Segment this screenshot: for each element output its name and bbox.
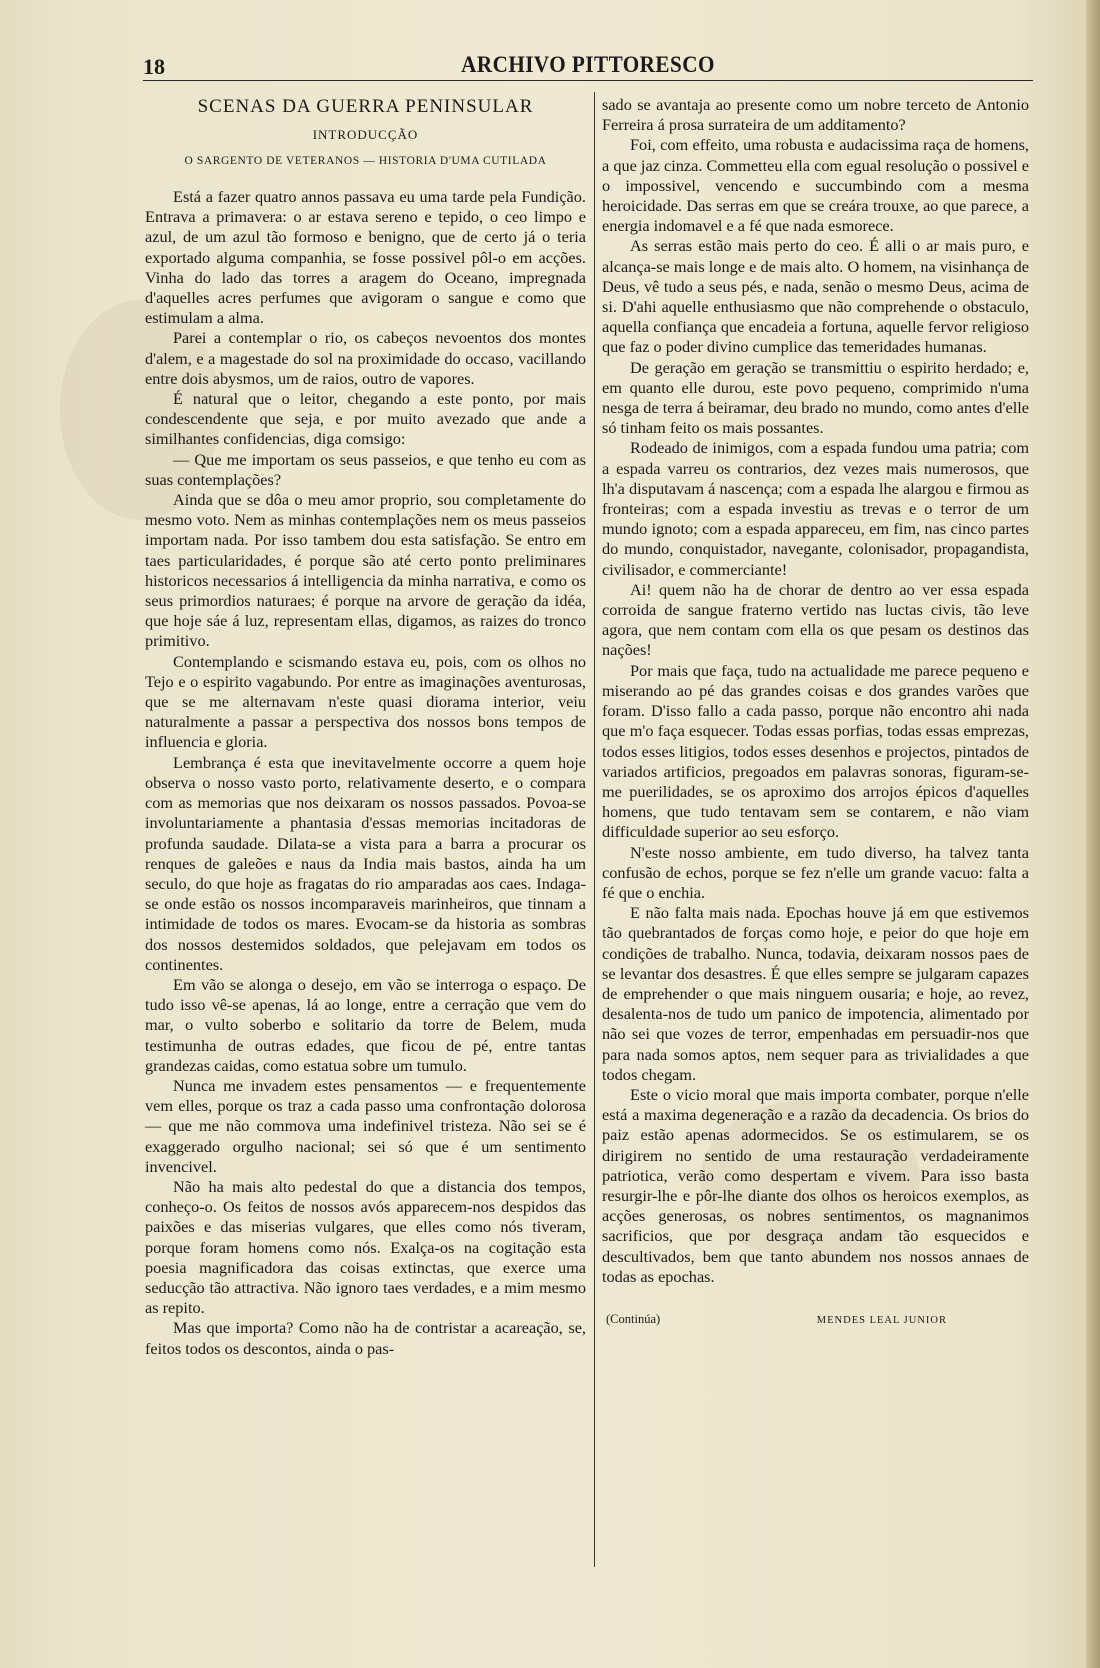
paragraph: As serras estão mais perto do ceo. É alli o ar mais puro, e alcança-se mais longe e de mais alto. O homem, na visinhança de Deus, vê tudo a seus pés, e nada, senão o mesmo Deus, acima de si. D'ahi aquelle enthusiasmo que não comprehende o obstaculo, aquella confiança que encadeia a fortuna, aquelle fervor religioso que faz o poder divino cumplice das temeridades humanas. — [602, 236, 1029, 357]
paragraph: Em vão se alonga o desejo, em vão se interroga o espaço. De tudo isso vê-se apenas, lá ao longe, entre a cerração que vem do mar, o vulto soberbo e solitario da torre de Belem, muda testimunha de outras edades, que ficou de pé, entre tantas grandezas caidas, como estatua sobre um tumulo. — [145, 974, 586, 1075]
paragraph: N'este nosso ambiente, em tudo diverso, ha talvez tanta confusão de echos, porque se fez n'elle um grande vacuo: falta a fé que o enchia. — [602, 842, 1029, 902]
page-binding-edge — [1086, 0, 1100, 1668]
page-number: 18 — [143, 54, 165, 79]
paragraph: Ai! quem não ha de chorar de dentro ao ver essa espada corroida de sangue fraterno vertido nas luctas civis, tão leve agora, que nem contam com ella os que pesam os destinos das nações! — [602, 579, 1029, 660]
running-title: ARCHIVO PITTORESCO — [461, 52, 715, 77]
right-column — [602, 95, 1029, 1331]
paragraph: Contemplando e scismando estava eu, pois, com os olhos no Tejo e o espirito vagabundo. Por entre as imaginações aventurosas, que se me alternavam n'este quasi diorama interior, veiu naturalmente a passar a perspectiva dos nossos bons tempos de influencia e gloria. — [145, 651, 586, 752]
paragraph: Nunca me invadem estes pensamentos — e frequentemente vem elles, porque os traz a cada passo uma confrontação dolorosa — que me não commova uma indefinivel tristeza. Não sei se é exaggerado orgulho nacional; sei só que é um sentimento invencivel. — [145, 1075, 586, 1176]
article-footer — [602, 1309, 1029, 1331]
paragraph: Ainda que se dôa o meu amor proprio, sou completamente do mesmo voto. Nem as minhas contemplações nem os meus passeios importam nada. Por isso tambem dou esta satisfação. Se entro em taes particularidades, é porque são até certo ponto preliminares historicos necessarios á intelligencia da minha narrativa, e como os seus primordios naturaes; é porque na arvore de geração da idéa, que hoje sáe á luz, representam ellas, digamos, as raizes do tronco primitivo. — [145, 490, 586, 651]
paragraph: sado se avantaja ao presente como um nobre terceto de Antonio Ferreira á prosa surrateira de um additamento? — [602, 95, 1029, 135]
page-header — [143, 50, 1033, 82]
article-title: SCENAS DA GUERRA PENINSULAR — [197, 96, 534, 117]
paragraph: Foi, com effeito, uma robusta e audacissima raça de homens, a que jaz cinza. Commetteu ella com egual resolução o possivel e o impossivel, vencendo e succumbindo com a mesma heroicidade. Das serras em que se creára trouxe, ao que parece, a energia indomavel e a fé que nada esmorece. — [602, 135, 1029, 236]
paragraph: Mas que importa? Como não ha de contristar a acareação, se, feitos todos os descontos, ainda o pas- — [145, 1318, 586, 1358]
paragraph: Parei a contemplar o rio, os cabeços nevoentos dos montes d'alem, e a magestade do sol na proximidade do occaso, vacillando entre dois abysmos, um de raios, outro de vapores. — [145, 328, 586, 388]
article-subhead: O SARGENTO DE VETERANOS — HISTORIA D'UMA CUTILADA — [184, 155, 547, 167]
article-subtitle: INTRODUCÇÃO — [312, 127, 419, 142]
paragraph: Este o vicio moral que mais importa combater, porque n'elle está a maxima degeneração e a razão da decadencia. Os brios do paiz estão apenas adormecidos. Se os estimularem, se os dirigirem no sentido de uma restauração verdadeiramente patriotica, verão como despertam e vivem. Para isso basta resurgir-lhe e pôr-lhe diante dos olhos os heroicos exemplos, as acções generosas, os nobres sentimentos, os magnanimos sacrificios, que por desgraça andam tão esquecidos e descultivados, bem que tanto abundem nos nossos annaes de todas as epochas. — [602, 1084, 1029, 1286]
header-rule — [143, 80, 1033, 81]
paragraph: Não ha mais alto pedestal do que a distancia dos tempos, conheço-o. Os feitos de nossos avós apparecem-nos despidos das paixões e das miserias vulgares, que elles como nós tiveram, porque foram homens como nós. Exalça-os na cogitação esta poesia magnificadora das coisas extinctas, que exerce uma seducção tão attractiva. Não ignoro taes verdades, e a mim mesmo as repito. — [145, 1176, 586, 1318]
paragraph: — Que me importam os seus passeios, e que tenho eu com as suas contemplações? — [145, 449, 586, 489]
paragraph: Está a fazer quatro annos passava eu uma tarde pela Fundição. Entrava a primavera: o ar estava sereno e tepido, o ceo limpo e azul, de um azul tão formoso e benigno, que de certo já o teria exportado alguma companhia, se fosse possivel pôl-o em acções. Vinha do lado das torres a aragem do Oceano, impregnada d'aquelles acres perfumes que avigoram o sangue e como que estimulam a alma. — [145, 187, 586, 328]
continued-note: (Continúa) — [606, 1311, 661, 1326]
left-column — [145, 95, 586, 1359]
paragraph: Rodeado de inimigos, com a espada fundou uma patria; com a espada varreu os contrarios, dez vezes mais numerosos, que lh'a disputavam á nascença; com a espada lhe alargou e firmou as fronteiras; com a espada investiu as trevas e o terror de um mundo ignoto; com a espada appareceu, em fim, nas cinco partes do mundo, conquistador, navegante, colonisador, propagandista, civilisador, e commerciante! — [602, 438, 1029, 579]
author-signature: MENDES LEAL JUNIOR — [816, 1314, 947, 1326]
paragraph: De geração em geração se transmittiu o espirito herdado; e, em quanto elle durou, este povo pequeno, comprimido n'uma nesga de terra á beiramar, deu brado no mundo, como antes d'elle só tinham feito os mais possantes. — [602, 357, 1029, 438]
paragraph: É natural que o leitor, chegando a este ponto, por mais condescendente que seja, e por muito avezado que ande a similhantes confidencias, diga comsigo: — [145, 389, 586, 449]
paragraph: Lembrança é esta que inevitavelmente occorre a quem hoje observa o nosso vasto porto, relativamente deserto, e o compara com as memorias que nos deixaram os nossos passados. Povoa-se involuntariamente a phantasia d'essas memorias incitadoras de profunda saudade. Dilata-se a vista para a barra a procurar os renques de galeões e naus da India mais bastos, ainda ha um seculo, do que hoje as fragatas do rio amparadas aos caes. Indaga-se onde estão os nossos incomparaveis marinheiros, que tinnam a intimidade de todos os mares. Evocam-se da historia as sombras dos nossos destemidos soldados, que pelejavam em todos os continentes. — [145, 752, 586, 974]
column-divider — [594, 92, 595, 1567]
paragraph: E não falta mais nada. Epochas houve já em que estivemos tão quebrantados de forças como hoje, e peior do que hoje em condições de trabalho. Nunca, todavia, deixaram nossos paes de se levantar dos desastres. É que elles sempre se julgaram capazes de emprehender o que mais ninguem ousaria; e hoje, ao revez, desalenta-nos de tudo um panico de impotencia, alimentado por não sei que vozes de terror, empenhadas em persuadir-nos que para nada somos aptos, nem sequer para as trivialidades a que todos chegam. — [602, 903, 1029, 1084]
paragraph: Por mais que faça, tudo na actualidade me parece pequeno e miserando ao pé das grandes coisas e dos grandes varões que foram. D'isso fallo a cada passo, porque não encontro ahi nada que m'o faça esquecer. Todas essas porfias, todas essas emprezas, todos esses litigios, todos esses desenhos e projectos, pintados de variados artificios, pregoados em palavras sonoras, figuram-se-me puerilidades, se os aproximo dos arrojos épicos d'aquelles homens, que tudo tentavam sem se contarem, e não viam difficuldade superior ao seu esforço. — [602, 660, 1029, 842]
